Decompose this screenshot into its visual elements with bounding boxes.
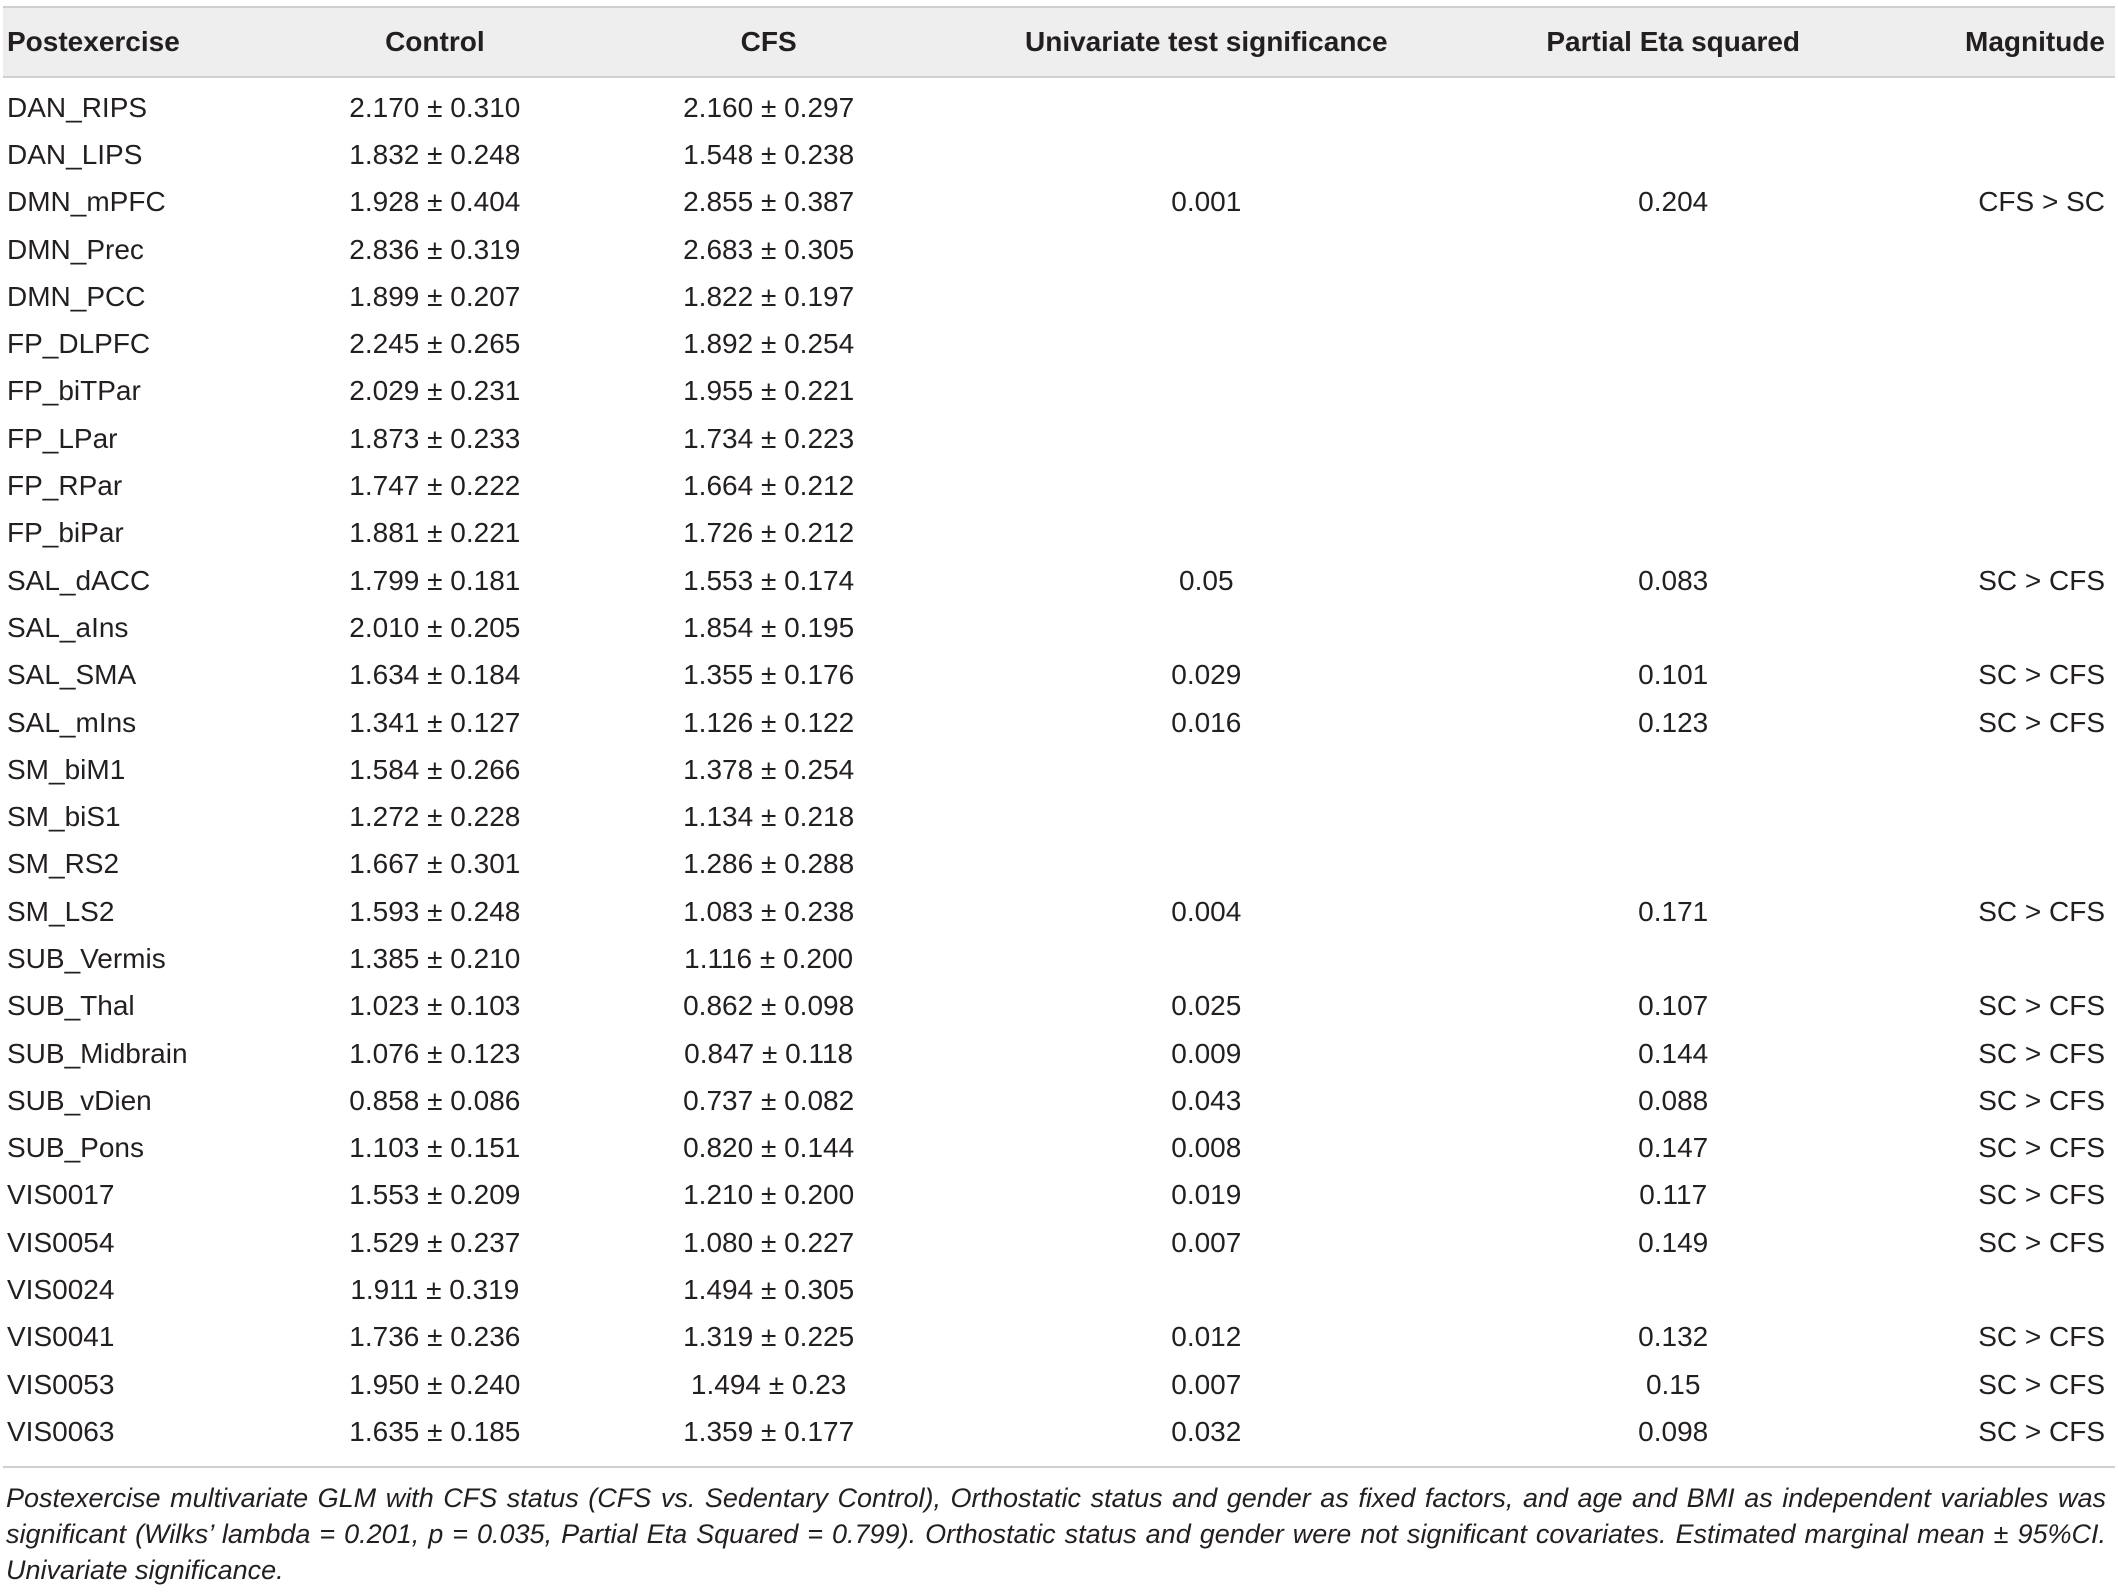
control-cell: 2.010 ± 0.205 xyxy=(349,611,521,643)
eta-cell xyxy=(1440,415,1906,462)
magnitude-cell xyxy=(1906,368,2115,415)
significance-cell xyxy=(972,1266,1440,1313)
region-cell: DAN_LIPS xyxy=(7,138,143,170)
cfs-cell: 0.820 ± 0.144 xyxy=(683,1132,855,1164)
eta-cell xyxy=(1440,510,1906,557)
control-cell: 1.634 ± 0.184 xyxy=(349,659,521,691)
region-cell: FP_DLPFC xyxy=(7,328,151,360)
region-cell: FP_biTPar xyxy=(7,375,141,407)
table-row xyxy=(3,746,2115,793)
cfs-cell: 1.083 ± 0.238 xyxy=(683,895,855,927)
region-cell: SM_RS2 xyxy=(7,848,120,880)
magnitude-cell xyxy=(1906,746,2115,793)
control-cell: 1.076 ± 0.123 xyxy=(349,1037,521,1069)
magnitude-cell xyxy=(1906,510,2115,557)
cfs-cell: 1.854 ± 0.195 xyxy=(683,611,855,643)
eta-cell: 0.101 xyxy=(1638,659,1709,691)
table-row xyxy=(3,368,2115,415)
table-row xyxy=(3,510,2115,557)
control-cell: 1.667 ± 0.301 xyxy=(349,848,521,880)
footnote-divider xyxy=(3,1466,2115,1468)
significance-cell xyxy=(972,320,1440,367)
magnitude-cell: SC > CFS xyxy=(1978,1321,2105,1353)
eta-cell xyxy=(1440,604,1906,651)
magnitude-cell xyxy=(1906,1266,2115,1313)
cfs-cell: 2.855 ± 0.387 xyxy=(683,186,855,218)
header-postexercise: Postexercise xyxy=(7,26,180,57)
table-row xyxy=(3,273,2115,320)
eta-cell xyxy=(1440,368,1906,415)
table-row xyxy=(3,226,2115,273)
table-body xyxy=(3,77,2115,1456)
region-cell: SUB_Pons xyxy=(7,1132,144,1164)
significance-cell: 0.001 xyxy=(1171,186,1242,218)
cfs-cell: 0.847 ± 0.118 xyxy=(684,1037,854,1069)
cfs-cell: 1.134 ± 0.218 xyxy=(683,801,855,833)
eta-cell xyxy=(1440,793,1906,840)
control-cell: 2.170 ± 0.310 xyxy=(349,91,521,123)
eta-cell xyxy=(1440,131,1906,178)
table-row xyxy=(3,793,2115,840)
significance-cell xyxy=(972,273,1440,320)
region-cell: SAL_mIns xyxy=(7,706,137,738)
region-cell: SUB_Thal xyxy=(7,990,135,1022)
table-row xyxy=(3,1408,2115,1455)
eta-cell: 0.171 xyxy=(1638,895,1709,927)
table-row xyxy=(3,462,2115,509)
table-row xyxy=(3,77,2115,131)
region-cell: DAN_RIPS xyxy=(7,91,148,123)
region-cell: DMN_mPFC xyxy=(7,186,166,218)
significance-cell: 0.007 xyxy=(1171,1368,1242,1400)
cfs-cell: 1.955 ± 0.221 xyxy=(683,375,855,407)
region-cell: FP_biPar xyxy=(7,517,124,549)
control-cell: 2.836 ± 0.319 xyxy=(349,233,521,265)
region-cell: SAL_SMA xyxy=(7,659,137,691)
control-cell: 1.553 ± 0.209 xyxy=(349,1179,521,1211)
region-cell: SM_biS1 xyxy=(7,801,121,833)
significance-cell: 0.009 xyxy=(1171,1037,1242,1069)
eta-cell: 0.083 xyxy=(1638,564,1709,596)
significance-cell xyxy=(972,226,1440,273)
eta-cell xyxy=(1440,935,1906,982)
significance-cell: 0.043 xyxy=(1171,1084,1242,1116)
region-cell: SUB_vDien xyxy=(7,1084,152,1116)
region-cell: SAL_dACC xyxy=(7,564,151,596)
significance-cell: 0.012 xyxy=(1171,1321,1242,1353)
significance-cell: 0.007 xyxy=(1171,1226,1242,1258)
region-cell: DMN_Prec xyxy=(7,233,144,265)
cfs-cell: 1.822 ± 0.197 xyxy=(683,280,855,312)
significance-cell: 0.029 xyxy=(1171,659,1242,691)
header-cfs: CFS xyxy=(740,26,797,57)
magnitude-cell xyxy=(1906,935,2115,982)
table-row xyxy=(3,1125,2115,1172)
region-cell: SUB_Midbrain xyxy=(7,1037,188,1069)
table-row xyxy=(3,1077,2115,1124)
cfs-cell: 2.683 ± 0.305 xyxy=(683,233,855,265)
cfs-cell: 1.494 ± 0.305 xyxy=(683,1274,855,1306)
magnitude-cell xyxy=(1906,273,2115,320)
significance-cell xyxy=(972,77,1440,131)
control-cell: 1.593 ± 0.248 xyxy=(349,895,521,927)
magnitude-cell: SC > CFS xyxy=(1978,1132,2105,1164)
table-row xyxy=(3,604,2115,651)
significance-cell xyxy=(972,793,1440,840)
table-row xyxy=(3,935,2115,982)
region-cell: VIS0063 xyxy=(7,1415,115,1447)
significance-cell: 0.025 xyxy=(1171,990,1242,1022)
control-cell: 1.747 ± 0.222 xyxy=(349,470,521,502)
control-cell: 1.873 ± 0.233 xyxy=(349,422,521,454)
eta-cell: 0.123 xyxy=(1638,706,1709,738)
table-row xyxy=(3,1030,2115,1077)
magnitude-cell xyxy=(1906,131,2115,178)
cfs-cell: 1.319 ± 0.225 xyxy=(683,1321,855,1353)
cfs-cell: 1.553 ± 0.174 xyxy=(683,564,855,596)
table-footnote: Postexercise multivariate GLM with CFS status (CFS vs. Sedentary Control), Orthostatic status and gender as fixed factors, and age and BMI as independent variables was significant (Wilks’ lambda = 0.201, p = 0.035, Partial Eta Squared = 0.799). Orthostatic status and gender were not significant covariates. Estimated marginal mean ± 95%CI. Univariate significance. xyxy=(6,1482,2106,1585)
eta-cell: 0.147 xyxy=(1638,1132,1709,1164)
magnitude-cell: SC > CFS xyxy=(1978,1226,2105,1258)
cfs-cell: 1.126 ± 0.122 xyxy=(683,706,855,738)
table-row xyxy=(3,320,2115,367)
control-cell: 1.341 ± 0.127 xyxy=(349,706,521,738)
significance-cell xyxy=(972,746,1440,793)
control-cell: 2.245 ± 0.265 xyxy=(349,328,521,360)
region-cell: VIS0041 xyxy=(7,1321,115,1353)
cfs-cell: 1.726 ± 0.212 xyxy=(683,517,855,549)
significance-cell: 0.032 xyxy=(1171,1415,1242,1447)
cfs-cell: 1.548 ± 0.238 xyxy=(683,138,855,170)
cfs-cell: 1.378 ± 0.254 xyxy=(683,753,855,785)
control-cell: 1.736 ± 0.236 xyxy=(349,1321,521,1353)
table-row xyxy=(3,983,2115,1030)
significance-cell xyxy=(972,462,1440,509)
control-cell: 1.635 ± 0.185 xyxy=(349,1415,521,1447)
table-row xyxy=(3,699,2115,746)
control-cell: 1.385 ± 0.210 xyxy=(349,942,521,974)
eta-cell xyxy=(1440,1266,1906,1313)
region-cell: SUB_Vermis xyxy=(7,942,166,974)
region-cell: VIS0053 xyxy=(7,1368,115,1400)
magnitude-cell: SC > CFS xyxy=(1978,659,2105,691)
magnitude-cell xyxy=(1906,841,2115,888)
eta-cell xyxy=(1440,462,1906,509)
magnitude-cell: SC > CFS xyxy=(1978,1415,2105,1447)
eta-cell: 0.15 xyxy=(1645,1368,1701,1400)
header-magnitude: Magnitude xyxy=(1965,26,2105,57)
control-cell: 1.950 ± 0.240 xyxy=(349,1368,521,1400)
significance-cell: 0.008 xyxy=(1171,1132,1242,1164)
magnitude-cell: CFS > SC xyxy=(1978,186,2105,218)
cfs-cell: 0.737 ± 0.082 xyxy=(683,1084,855,1116)
magnitude-cell: SC > CFS xyxy=(1978,1037,2105,1069)
eta-cell: 0.149 xyxy=(1638,1226,1709,1258)
region-cell: VIS0017 xyxy=(7,1179,115,1211)
cfs-cell: 1.286 ± 0.288 xyxy=(683,848,855,880)
cfs-cell: 0.862 ± 0.098 xyxy=(683,990,855,1022)
region-cell: VIS0024 xyxy=(7,1274,115,1306)
cfs-cell: 1.892 ± 0.254 xyxy=(683,328,855,360)
magnitude-cell xyxy=(1906,226,2115,273)
region-cell: SM_LS2 xyxy=(7,895,115,927)
magnitude-cell: SC > CFS xyxy=(1978,990,2105,1022)
table-row xyxy=(3,888,2115,935)
magnitude-cell xyxy=(1906,462,2115,509)
significance-cell: 0.016 xyxy=(1171,706,1242,738)
magnitude-cell xyxy=(1906,415,2115,462)
significance-cell: 0.019 xyxy=(1171,1179,1242,1211)
control-cell: 1.103 ± 0.151 xyxy=(349,1132,521,1164)
table-row xyxy=(3,652,2115,699)
eta-cell xyxy=(1440,320,1906,367)
table-row xyxy=(3,179,2115,226)
cfs-cell: 1.116 ± 0.200 xyxy=(684,942,854,974)
region-cell: FP_LPar xyxy=(7,422,118,454)
control-cell: 1.272 ± 0.228 xyxy=(349,801,521,833)
control-cell: 1.911 ± 0.319 xyxy=(350,1274,520,1306)
significance-cell: 0.004 xyxy=(1171,895,1242,927)
cfs-cell: 1.080 ± 0.227 xyxy=(683,1226,855,1258)
control-cell: 1.023 ± 0.103 xyxy=(349,990,521,1022)
eta-cell: 0.144 xyxy=(1638,1037,1709,1069)
region-cell: VIS0054 xyxy=(7,1226,115,1258)
control-cell: 1.584 ± 0.266 xyxy=(349,753,521,785)
significance-cell xyxy=(972,368,1440,415)
magnitude-cell: SC > CFS xyxy=(1978,564,2105,596)
header-control: Control xyxy=(385,26,485,57)
table-row xyxy=(3,1172,2115,1219)
cfs-cell: 1.210 ± 0.200 xyxy=(683,1179,855,1211)
header-partial-eta-squared: Partial Eta squared xyxy=(1546,26,1801,57)
table-row xyxy=(3,1266,2115,1313)
significance-cell xyxy=(972,415,1440,462)
region-cell: FP_RPar xyxy=(7,470,123,502)
cfs-cell: 1.359 ± 0.177 xyxy=(683,1415,855,1447)
significance-cell xyxy=(972,841,1440,888)
magnitude-cell xyxy=(1906,77,2115,131)
control-cell: 1.928 ± 0.404 xyxy=(349,186,521,218)
table-row xyxy=(3,1361,2115,1408)
control-cell: 2.029 ± 0.231 xyxy=(349,375,521,407)
table-row xyxy=(3,415,2115,462)
region-cell: DMN_PCC xyxy=(7,280,146,312)
magnitude-cell xyxy=(1906,604,2115,651)
magnitude-cell: SC > CFS xyxy=(1978,895,2105,927)
magnitude-cell: SC > CFS xyxy=(1978,1368,2105,1400)
control-cell: 1.529 ± 0.237 xyxy=(349,1226,521,1258)
control-cell: 0.858 ± 0.086 xyxy=(349,1084,521,1116)
significance-cell xyxy=(972,604,1440,651)
eta-cell xyxy=(1440,77,1906,131)
cfs-cell: 1.664 ± 0.212 xyxy=(683,470,855,502)
cfs-cell: 1.355 ± 0.176 xyxy=(683,659,855,691)
significance-cell xyxy=(972,510,1440,557)
header-row xyxy=(3,7,2115,77)
region-cell: SAL_aIns xyxy=(7,611,129,643)
table-row xyxy=(3,131,2115,178)
significance-cell: 0.05 xyxy=(1179,564,1234,596)
control-cell: 1.832 ± 0.248 xyxy=(349,138,521,170)
magnitude-cell: SC > CFS xyxy=(1978,1179,2105,1211)
eta-cell xyxy=(1440,273,1906,320)
cfs-cell: 1.494 ± 0.23 xyxy=(690,1368,847,1400)
significance-cell xyxy=(972,131,1440,178)
eta-cell: 0.117 xyxy=(1639,1179,1708,1211)
control-cell: 1.881 ± 0.221 xyxy=(349,517,521,549)
eta-cell xyxy=(1440,226,1906,273)
table-row xyxy=(3,557,2115,604)
cfs-cell: 1.734 ± 0.223 xyxy=(683,422,855,454)
table-row xyxy=(3,841,2115,888)
significance-cell xyxy=(972,935,1440,982)
table-row xyxy=(3,1219,2115,1266)
eta-cell xyxy=(1440,746,1906,793)
eta-cell xyxy=(1440,841,1906,888)
eta-cell: 0.204 xyxy=(1638,186,1709,218)
results-table xyxy=(3,6,2115,1456)
cfs-cell: 2.160 ± 0.297 xyxy=(683,91,855,123)
eta-cell: 0.107 xyxy=(1638,990,1709,1022)
region-cell: SM_biM1 xyxy=(7,753,126,785)
magnitude-cell xyxy=(1906,320,2115,367)
table-row xyxy=(3,1314,2115,1361)
control-cell: 1.799 ± 0.181 xyxy=(349,564,521,596)
control-cell: 1.899 ± 0.207 xyxy=(349,280,521,312)
magnitude-cell xyxy=(1906,793,2115,840)
magnitude-cell: SC > CFS xyxy=(1978,706,2105,738)
eta-cell: 0.132 xyxy=(1638,1321,1709,1353)
header-univariate-significance: Univariate test significance xyxy=(1025,26,1388,57)
eta-cell: 0.098 xyxy=(1638,1415,1709,1447)
magnitude-cell: SC > CFS xyxy=(1978,1084,2105,1116)
eta-cell: 0.088 xyxy=(1638,1084,1709,1116)
